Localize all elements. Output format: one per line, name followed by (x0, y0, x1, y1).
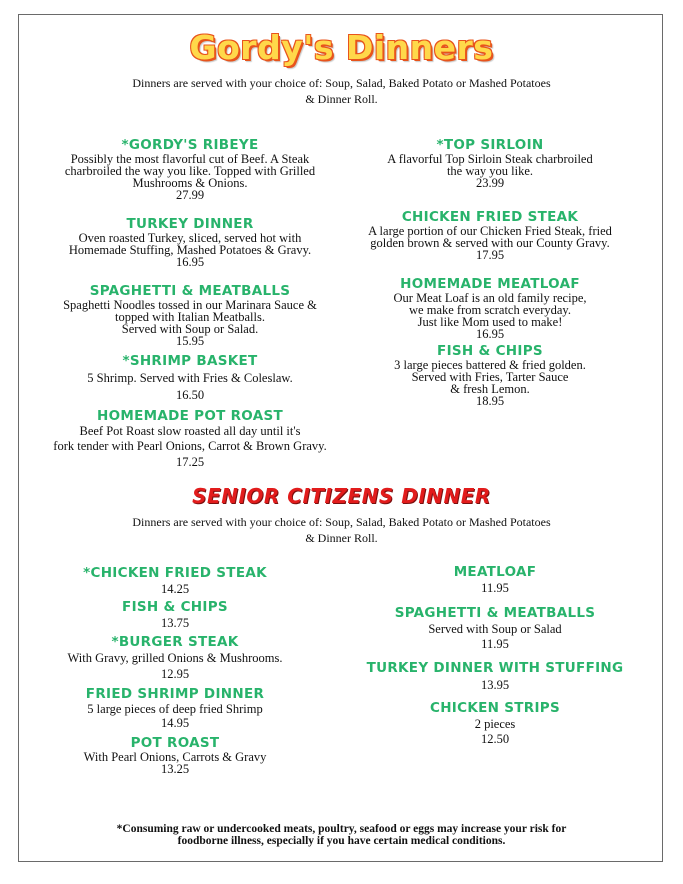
item-name: CHICKEN STRIPS (430, 700, 560, 716)
item-desc: Beef Pot Roast slow roasted all day until it's (79, 424, 301, 438)
senior-item-fish-chips (25, 599, 325, 631)
item-desc: With Gravy, grilled Onions & Mushrooms. (67, 651, 283, 665)
disclaimer-line: *Consuming raw or undercooked meats, poultry, seafood or eggs may increase your risk for (116, 823, 567, 835)
item-desc: A large portion of our Chicken Fried Steak, fried (368, 224, 612, 238)
item-desc: Served with Soup or Salad. (121, 322, 259, 336)
item-price: 13.95 (480, 678, 510, 692)
senior-section-title: SENIOR CITIZENS DINNER (192, 484, 491, 508)
menu-item-fish-chips (340, 343, 640, 408)
item-name: FRIED SHRIMP DINNER (85, 686, 265, 702)
menu-item-ribeye (40, 137, 340, 202)
item-name: TURKEY DINNER (126, 216, 254, 232)
item-name: *GORDY'S RIBEYE (121, 137, 259, 153)
item-price: 12.95 (160, 667, 190, 681)
item-desc: 2 pieces (474, 717, 516, 731)
menu-item-chicken-fried-steak (340, 209, 640, 262)
item-price: 14.25 (160, 582, 190, 596)
item-price: 27.99 (175, 188, 205, 202)
item-desc: Mushrooms & Onions. (132, 176, 248, 190)
menu-item-pot-roast (35, 408, 345, 470)
senior-item-fried-shrimp (25, 686, 325, 730)
item-desc: fork tender with Pearl Onions, Carrot & Brown Gravy. (53, 439, 327, 453)
item-desc: golden brown & served with our County Gravy. (370, 236, 610, 250)
intro-line: Dinners are served with your choice of: Soup, Salad, Baked Potato or Mashed Potatoes (132, 76, 551, 90)
item-price: 18.95 (475, 394, 505, 408)
item-name: HOMEMADE POT ROAST (96, 408, 283, 424)
item-name: *SHRIMP BASKET (122, 353, 258, 369)
item-desc: 5 Shrimp. Served with Fries & Coleslaw. (87, 371, 293, 385)
item-price: 17.25 (175, 455, 205, 469)
item-name: *TOP SIRLOIN (436, 137, 544, 153)
item-desc: the way you like. (446, 164, 534, 178)
item-price: 17.95 (475, 248, 505, 262)
item-desc: 3 large pieces battered & fried golden. (394, 358, 586, 372)
item-desc: we make from scratch everyday. (409, 303, 571, 317)
item-price: 16.95 (175, 255, 205, 269)
item-desc: 5 large pieces of deep fried Shrimp (87, 702, 263, 716)
item-name: HOMEMADE MEATLOAF (400, 276, 580, 292)
senior-item-chicken-strips (345, 700, 645, 746)
item-desc: topped with Italian Meatballs. (115, 310, 265, 324)
item-name: CHICKEN FRIED STEAK (401, 209, 579, 225)
item-desc: Served with Soup or Salad (428, 622, 562, 636)
item-name: FISH & CHIPS (437, 343, 543, 359)
item-desc: Homemade Stuffing, Mashed Potatoes & Gravy. (68, 243, 312, 257)
item-name: FISH & CHIPS (122, 599, 228, 615)
senior-item-spaghetti (345, 605, 645, 651)
item-desc: A flavorful Top Sirloin Steak charbroiled (387, 152, 593, 166)
disclaimer-line: foodborne illness, especially if you have certain medical conditions. (177, 835, 506, 847)
dinners-intro (0, 75, 683, 107)
item-desc: With Pearl Onions, Carrots & Gravy (83, 750, 267, 764)
intro-line: & Dinner Roll. (305, 531, 378, 545)
senior-item-chicken-fried-steak (25, 565, 325, 597)
item-name: *CHICKEN FRIED STEAK (83, 565, 267, 581)
item-desc: Possibly the most flavorful cut of Beef. A Steak (70, 152, 310, 166)
intro-line: Dinners are served with your choice of: Soup, Salad, Baked Potato or Mashed Potatoes (132, 515, 551, 529)
item-price: 14.95 (160, 716, 190, 730)
menu-item-meatloaf (340, 276, 640, 341)
item-name: MEATLOAF (453, 564, 537, 580)
item-price: 16.95 (475, 327, 505, 341)
item-name: POT ROAST (130, 735, 220, 751)
senior-item-pot-roast (25, 735, 325, 775)
item-price: 12.50 (480, 732, 510, 746)
senior-item-turkey-dinner (345, 660, 645, 694)
item-price: 13.25 (160, 762, 190, 776)
item-desc: Spaghetti Noodles tossed in our Marinara Sauce & (63, 298, 317, 312)
item-desc: Just like Mom used to make! (417, 315, 563, 329)
item-desc: Our Meat Loaf is an old family recipe, (393, 291, 587, 305)
intro-line: & Dinner Roll. (305, 92, 378, 106)
menu-title: Gordy's Dinners (189, 28, 494, 67)
item-desc: & fresh Lemon. (450, 382, 530, 396)
item-name: *BURGER STEAK (111, 634, 239, 650)
item-price: 16.50 (175, 388, 205, 402)
food-safety-disclaimer (60, 823, 623, 847)
item-price: 11.95 (481, 637, 509, 651)
item-desc: Oven roasted Turkey, sliced, served hot with (78, 231, 302, 245)
item-price: 23.99 (475, 176, 505, 190)
item-price: 15.95 (175, 334, 205, 348)
item-name: TURKEY DINNER WITH STUFFING (366, 660, 624, 676)
senior-intro (0, 514, 683, 546)
senior-item-burger-steak (25, 634, 325, 682)
menu-item-spaghetti (40, 283, 340, 348)
menu-item-top-sirloin (340, 137, 640, 190)
item-price: 13.75 (160, 616, 190, 630)
senior-item-meatloaf (345, 564, 645, 596)
item-name: SPAGHETTI & MEATBALLS (89, 283, 291, 299)
item-name: SPAGHETTI & MEATBALLS (394, 605, 596, 621)
item-price: 11.95 (481, 581, 509, 595)
item-desc: Served with Fries, Tarter Sauce (411, 370, 569, 384)
menu-item-shrimp-basket (40, 353, 340, 403)
menu-item-turkey-dinner (40, 216, 340, 269)
item-desc: charbroiled the way you like. Topped with Grilled (64, 164, 316, 178)
